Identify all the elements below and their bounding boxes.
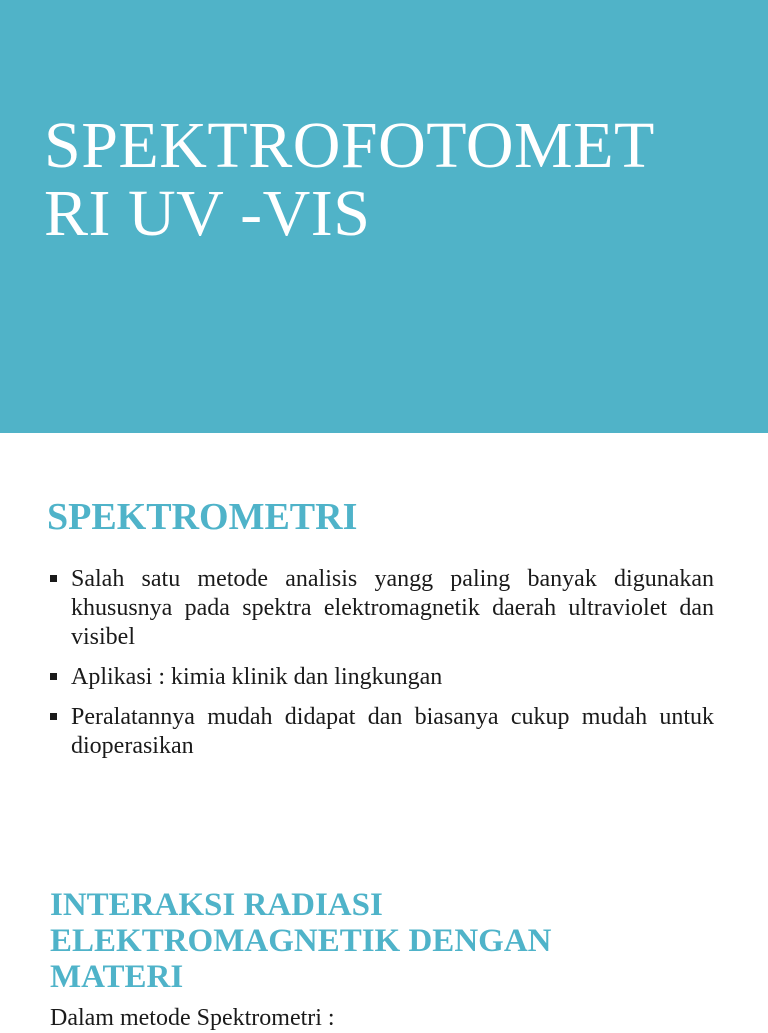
bullet-text: Salah satu metode analisis yangg paling banyak digunakan khususnya pada spektra elektromagnetik daerah ultraviolet dan visibel (71, 566, 714, 650)
bullet-text: Aplikasi : kimia klinik dan lingkungan (71, 664, 443, 690)
bullet-item (48, 565, 714, 652)
slide-title (44, 109, 744, 250)
intro-text: Dalam metode Spektrometri : (50, 1005, 335, 1031)
square-bullet-icon (50, 673, 57, 680)
spektrometri-slide (0, 433, 768, 853)
section-heading: SPEKTROMETRI (47, 496, 358, 538)
heading-line: INTERAKSI RADIASI (50, 887, 383, 923)
bullet-item (48, 703, 714, 761)
bullet-list (48, 565, 714, 772)
square-bullet-icon (50, 713, 57, 720)
title-slide (0, 0, 768, 433)
interaksi-slide (0, 853, 768, 1031)
slide-title-line: SPEKTROFOTOMET (44, 109, 655, 182)
heading-line: MATERI (50, 959, 184, 995)
section-heading (50, 887, 730, 995)
slide-title-line: RI UV -VIS (44, 177, 371, 250)
square-bullet-icon (50, 575, 57, 582)
bullet-text: Peralatannya mudah didapat dan biasanya cukup mudah untuk dioperasikan (71, 704, 714, 759)
heading-line: ELEKTROMAGNETIK DENGAN (50, 923, 552, 959)
bullet-item (48, 663, 714, 692)
